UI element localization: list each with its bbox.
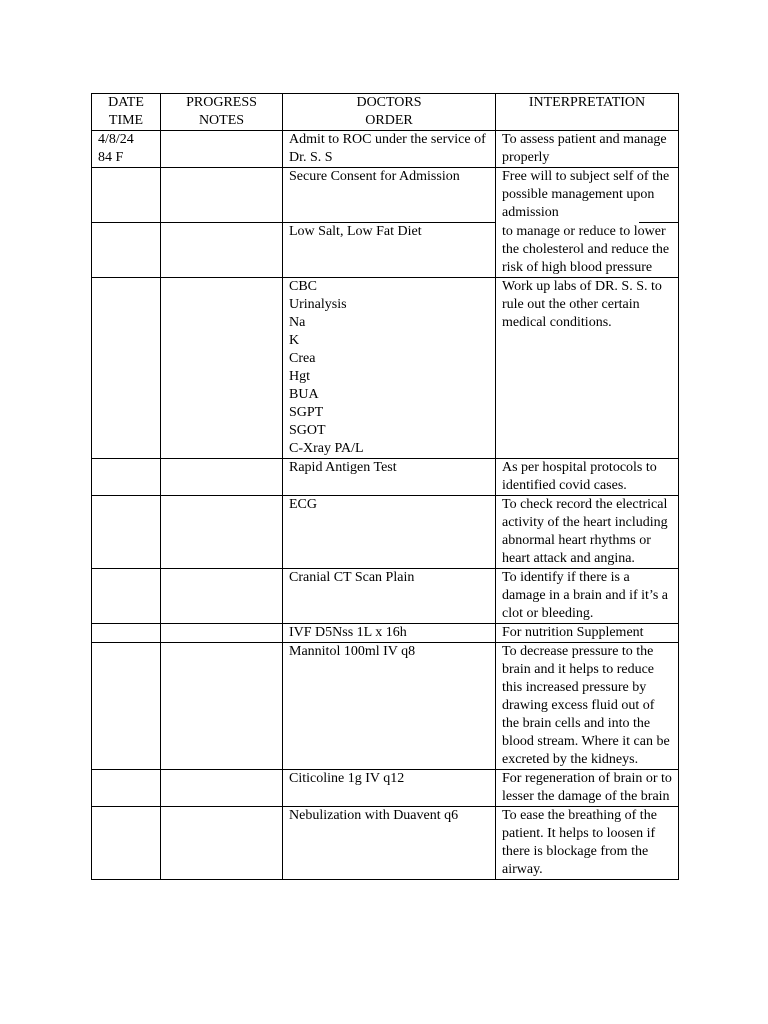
date-time-cell [92, 624, 161, 643]
interpretation-cell: To ease the breathing of the patient. It helps to loosen if there is blockage from the airway. [496, 807, 679, 880]
progress-notes-cell [161, 569, 283, 624]
lab-order-item: K [289, 333, 300, 348]
date-time-cell [92, 569, 161, 624]
lab-order-item: BUA [289, 387, 319, 402]
progress-notes-cell [161, 807, 283, 880]
doctors-order-cell: Admit to ROC under the service of Dr. S. S [283, 131, 496, 168]
progress-notes-cell [161, 278, 283, 459]
header-date-time: DATE TIME [92, 94, 161, 131]
table-row [92, 624, 679, 643]
lab-order-item: CBC [289, 279, 318, 294]
interpretation-cell: As per hospital protocols to identified covid cases. [496, 459, 679, 496]
progress-notes-cell [161, 223, 283, 278]
progress-notes-cell [161, 624, 283, 643]
table-row [92, 278, 679, 459]
progress-notes-cell [161, 496, 283, 569]
date-time-cell [92, 496, 161, 569]
table-row [92, 131, 679, 168]
table-row [92, 643, 679, 770]
lab-order-item: Urinalysis [289, 297, 347, 312]
lab-order-item: Na [289, 315, 306, 330]
doctors-order-cell: Citicoline 1g IV q12 [283, 770, 496, 807]
table-row [92, 807, 679, 880]
doctors-order-cell: Low Salt, Low Fat Diet [283, 223, 496, 278]
date-time-cell [92, 223, 161, 278]
date-time-cell [92, 131, 161, 168]
interpretation-cell: For regeneration of brain or to lesser the damage of the brain [496, 770, 679, 807]
lab-orders-cell [283, 278, 496, 459]
interpretation-cell: To decrease pressure to the brain and it helps to reduce this increased pressure by drawing excess fluid out of the brain cells and into the blood stream. Where it can be excreted by the kidneys. [496, 643, 679, 770]
table-row [92, 569, 679, 624]
interpretation-cell: To check record the electrical activity of the heart including abnormal heart rhythms or heart attack and angina. [496, 496, 679, 569]
progress-notes-cell [161, 459, 283, 496]
doctors-order-cell: Secure Consent for Admission [283, 168, 496, 223]
lab-order-item: Hgt [289, 369, 310, 384]
interpretation-cell: Free will to subject self of the possible management upon admission [496, 168, 679, 223]
table-header-row [92, 94, 679, 131]
doctors-order-cell: IVF D5Nss 1L x 16h [283, 624, 496, 643]
progress-notes-cell [161, 131, 283, 168]
lab-order-item: SGPT [289, 405, 324, 420]
doctors-order-cell: Nebulization with Duavent q6 [283, 807, 496, 880]
patient-age-sex: 84 F [98, 150, 124, 165]
table-row [92, 223, 679, 278]
interpretation-cell: to manage or reduce to lower the cholesterol and reduce the risk of high blood pressure [496, 223, 679, 278]
doctors-order-cell: Rapid Antigen Test [283, 459, 496, 496]
interpretation-cell: Work up labs of DR. S. S. to rule out the other certain medical conditions. [496, 278, 679, 459]
date-time-cell [92, 278, 161, 459]
lab-order-item: Crea [289, 351, 316, 366]
interpretation-cell: To identify if there is a damage in a brain and if it’s a clot or bleeding. [496, 569, 679, 624]
doctors-order-cell: Cranial CT Scan Plain [283, 569, 496, 624]
progress-notes-cell [161, 770, 283, 807]
table-row [92, 770, 679, 807]
date-time-cell [92, 770, 161, 807]
progress-notes-cell [161, 168, 283, 223]
table-row [92, 459, 679, 496]
table-row [92, 168, 679, 223]
interpretation-cell: To assess patient and manage properly [496, 131, 679, 168]
date-time-cell [92, 459, 161, 496]
lab-order-item: C-Xray PA/L [289, 441, 364, 456]
interpretation-cell: For nutrition Supplement [496, 624, 679, 643]
table-row [92, 496, 679, 569]
header-doctors-order: DOCTORS ORDER [283, 94, 496, 131]
date-time-cell [92, 168, 161, 223]
doctors-order-cell: ECG [283, 496, 496, 569]
doctors-order-table [91, 93, 679, 880]
doctors-order-cell: Mannitol 100ml IV q8 [283, 643, 496, 770]
header-interpretation: INTERPRETATION [496, 94, 679, 131]
lab-order-item: SGOT [289, 423, 326, 438]
header-progress-notes: PROGRESS NOTES [161, 94, 283, 131]
date-time-cell [92, 807, 161, 880]
progress-notes-cell [161, 643, 283, 770]
entry-date: 4/8/24 [98, 132, 134, 147]
date-time-cell [92, 643, 161, 770]
